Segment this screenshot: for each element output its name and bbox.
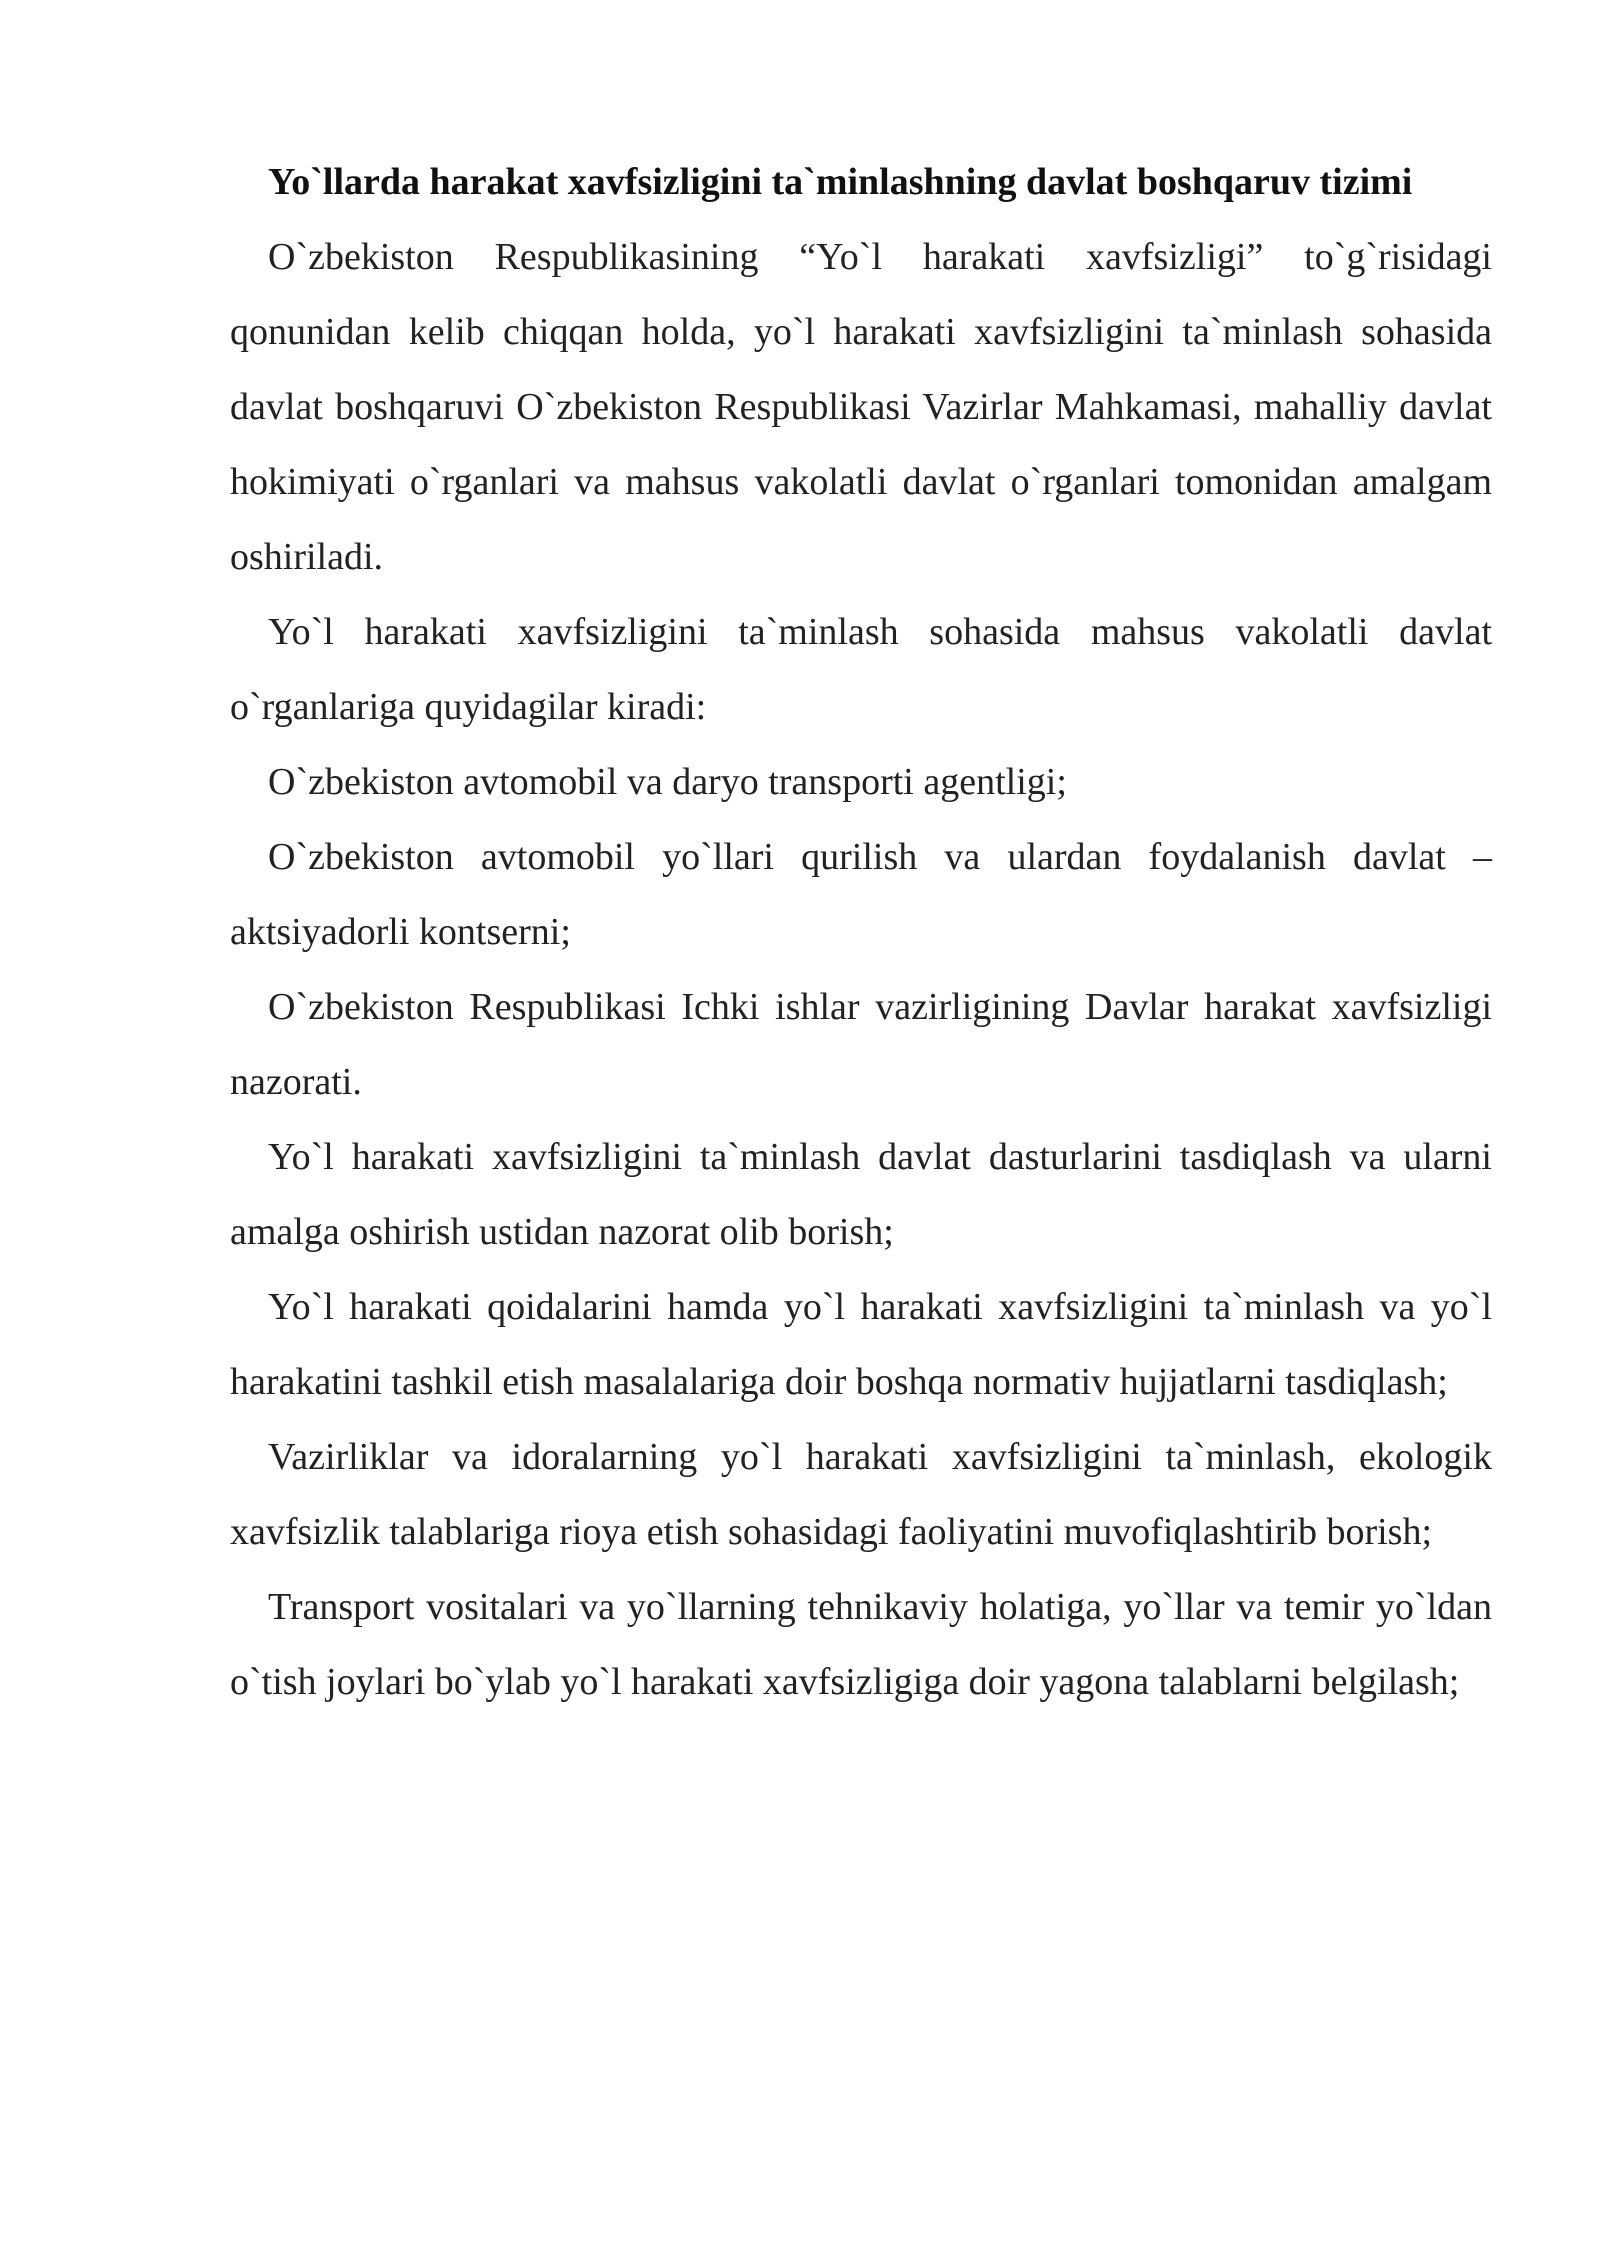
- paragraph-transport-agency: O`zbekiston avtomobil va daryo transporti agentligi;: [268, 761, 1067, 803]
- document-title: Yo`llarda harakat xavfsizligini ta`minlashning davlat boshqaruv tizimi: [268, 161, 1413, 203]
- paragraph-roads-concern: O`zbekiston avtomobil yo`llari qurilish va ulardan foydalanish davlat – aktsiyadorli kontserni;: [230, 836, 1492, 953]
- paragraph-requirements: Transport vositalari va yo`llarning tehnikaviy holatiga, yo`llar va temir yo`ldan o`tish joylari bo`ylab yo`l harakati xavfsizligiga doir yagona talablarni belgilash;: [230, 1586, 1492, 1703]
- document-page: [230, 145, 1492, 1720]
- paragraph-intro: O`zbekiston Respublikasining “Yo`l harakati xavfsizligi” to`g`risidagi qonunidan kelib chiqqan holda, yo`l harakati xavfsizligini ta`minlash sohasida davlat boshqaruvi O`zbekiston Respublikasi Vazirlar Mahkamasi, mahalliy davlat hokimiyati o`rganlari va mahsus vakolatli davlat o`rganlari tomonidan amalgam oshiriladi.: [230, 236, 1492, 578]
- paragraph-authorities-intro: Yo`l harakati xavfsizligini ta`minlash sohasida mahsus vakolatli davlat o`rganlariga quyidagilar kiradi:: [230, 611, 1492, 728]
- paragraph-rules: Yo`l harakati qoidalarini hamda yo`l harakati xavfsizligini ta`minlash va yo`l harakatini tashkil etish masalalariga doir boshqa normativ hujjatlarni tasdiqlash;: [230, 1286, 1492, 1403]
- paragraph-programs: Yo`l harakati xavfsizligini ta`minlash davlat dasturlarini tasdiqlash va ularni amalga oshirish ustidan nazorat olib borish;: [230, 1136, 1492, 1253]
- paragraph-traffic-police: O`zbekiston Respublikasi Ichki ishlar vazirligining Davlar harakat xavfsizligi nazorati.: [230, 986, 1492, 1103]
- paragraph-coordination: Vazirliklar va idoralarning yo`l harakati xavfsizligini ta`minlash, ekologik xavfsizlik talablariga rioya etish sohasidagi faoliyatini muvofiqlashtirib borish;: [230, 1436, 1492, 1553]
